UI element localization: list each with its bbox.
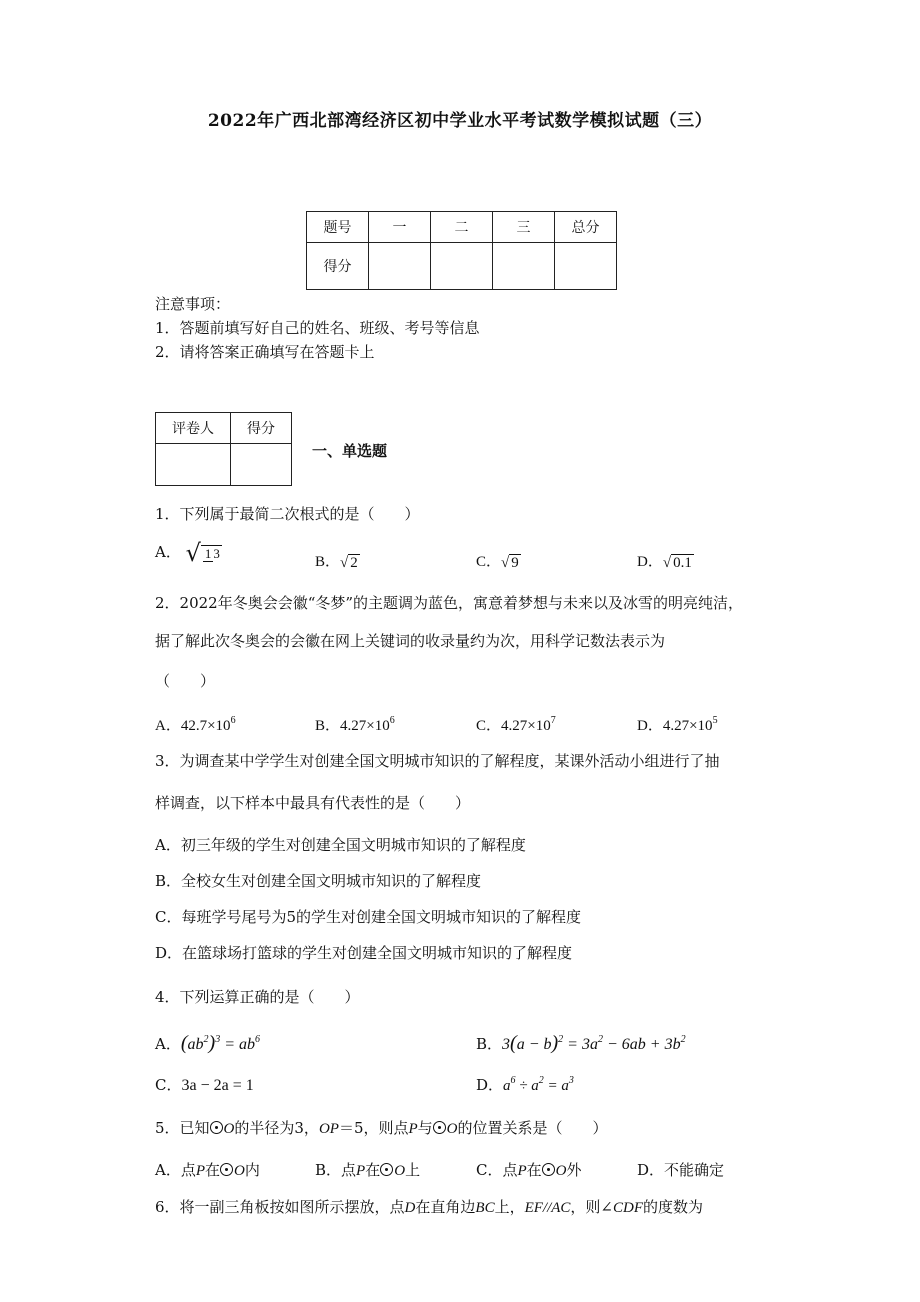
circle-dot-icon xyxy=(542,1163,555,1176)
question-2-line: 据了解此次冬奥会的会徽在网上关键词的收录量约为次，用科学记数法表示为 xyxy=(155,632,666,650)
q5-option-a[interactable]: A．点P在 O内 xyxy=(155,1161,260,1179)
q4-option-b[interactable]: B．$3(a - b)^2 = 3a^2 - 6ab + 3b^2$ xyxy=(476,1032,686,1054)
score-header-cell: 三 xyxy=(493,212,555,243)
circle-dot-icon xyxy=(433,1121,446,1134)
q5-option-b[interactable]: B．点P在 O上 xyxy=(315,1161,421,1179)
q1-option-d[interactable]: D．√ 0.1 xyxy=(637,554,692,571)
circle-dot-icon xyxy=(220,1163,233,1176)
q5-option-c[interactable]: C．点P在 O外 xyxy=(476,1161,582,1179)
question-4-stem: 4．下列运算正确的是（ ） xyxy=(155,988,360,1006)
score-header-cell: 一 xyxy=(369,212,431,243)
question-3-line: 样调查，以下样本中最具有代表性的是（ ） xyxy=(155,794,471,812)
q3-option-d[interactable]: D．在篮球场打篮球的学生对创建全国文明城市知识的了解程度 xyxy=(155,944,573,962)
score-header-cell: 二 xyxy=(431,212,493,243)
section-heading: 一、单选题 xyxy=(312,442,388,460)
q1-option-b[interactable]: B．√ 2 xyxy=(315,554,358,571)
sqrt-fraction: √ 1 3 xyxy=(185,539,220,567)
q3-option-a[interactable]: A．初三年级的学生对创建全国文明城市知识的了解程度 xyxy=(155,836,526,854)
q1-option-a[interactable]: A． √ 1 3 xyxy=(155,539,220,567)
circle-dot-icon xyxy=(210,1121,223,1134)
q2-option-a[interactable]: A．$42.7\times 10^6$ xyxy=(155,715,236,734)
score-blank-cell[interactable] xyxy=(493,243,555,290)
q3-option-c[interactable]: C．每班学号尾号为5的学生对创建全国文明城市知识的了解程度 xyxy=(155,908,582,926)
notice-item: 2．请将答案正确填写在答题卡上 xyxy=(155,343,375,361)
score-blank-cell[interactable] xyxy=(431,243,493,290)
grader-reviewer-label: 评卷人 xyxy=(156,413,231,444)
score-header-cell: 总分 xyxy=(555,212,617,243)
question-3-line: 3．为调查某中学学生对创建全国文明城市知识的了解程度，某课外活动小组进行了抽 xyxy=(155,752,720,770)
score-header-cell: 题号 xyxy=(307,212,369,243)
q1-option-c[interactable]: C．√ 9 xyxy=(476,554,519,571)
score-table xyxy=(306,211,617,290)
score-blank-cell[interactable] xyxy=(369,243,431,290)
page-title: 2022年广西北部湾经济区初中学业水平考试数学模拟试题（三） xyxy=(207,111,713,131)
question-5-stem: 5．已知 O的半径为3，OP＝5，则点P与 O的位置关系是（ ） xyxy=(155,1119,608,1137)
q4-option-a[interactable]: A．$(ab^2)^3 = ab^6$ xyxy=(155,1032,260,1054)
score-blank-cell[interactable] xyxy=(555,243,617,290)
score-row-label: 得分 xyxy=(307,243,369,290)
grader-blank-cell[interactable] xyxy=(231,444,292,486)
q2-option-b[interactable]: B．$4.27\times 10^6$ xyxy=(315,715,395,734)
question-2-line: （ ） xyxy=(155,672,216,690)
q5-option-d[interactable]: D．不能确定 xyxy=(637,1161,725,1179)
q3-option-b[interactable]: B．全校女生对创建全国文明城市知识的了解程度 xyxy=(155,872,482,890)
notice-heading: 注意事项： xyxy=(155,295,231,313)
question-1-stem: 1．下列属于最简二次根式的是（ ） xyxy=(155,505,420,523)
question-6-stem: 6．将一副三角板按如图所示摆放，点D在直角边BC上，EF//AC，则∠CDF的度数为 xyxy=(155,1198,704,1216)
q2-option-c[interactable]: C．$4.27\times 10^7$ xyxy=(476,715,556,734)
grader-table xyxy=(155,412,292,486)
grader-blank-cell[interactable] xyxy=(156,444,231,486)
notice-item: 1．答题前填写好自己的姓名、班级、考号等信息 xyxy=(155,319,480,337)
circle-dot-icon xyxy=(380,1163,393,1176)
grader-score-label: 得分 xyxy=(231,413,292,444)
q4-option-d[interactable]: D．$a^6 \div a^2 = a^3$ xyxy=(476,1075,574,1094)
q4-option-c[interactable]: C．3a − 2a = 1 xyxy=(155,1076,254,1094)
question-2-line: 2．2022年冬奥会会徽“冬梦”的主题调为蓝色，寓意着梦想与未来以及冰雪的明亮纯洁， xyxy=(155,594,744,612)
q2-option-d[interactable]: D．$4.27\times 10^5$ xyxy=(637,715,718,734)
